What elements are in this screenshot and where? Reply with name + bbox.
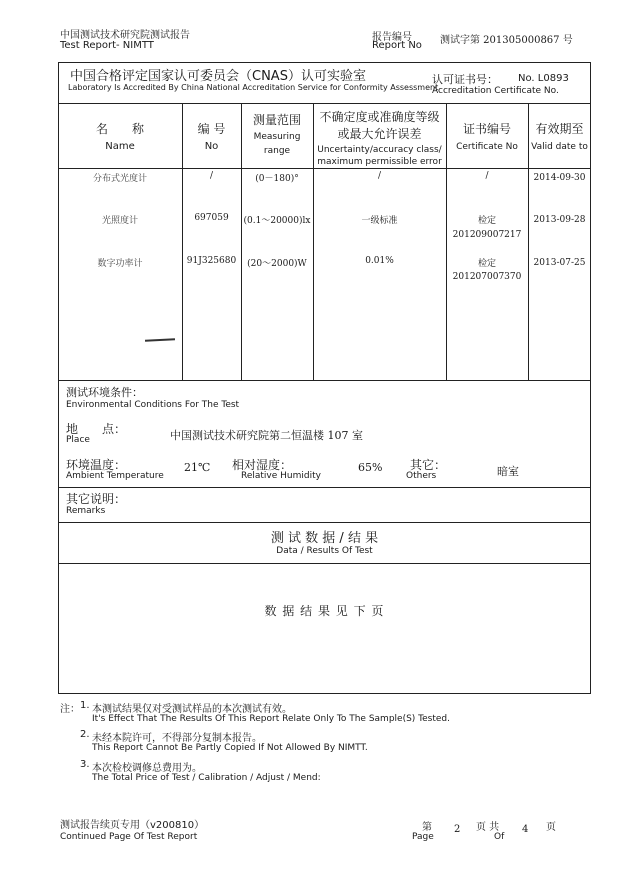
col-header-name: 名 称 Name — [95, 122, 144, 152]
humidity-value: 65% — [358, 461, 383, 474]
table-cell-uncertainty: / — [377, 171, 382, 181]
report-no-label-cn: 报告编号 — [372, 32, 412, 43]
of-label-en: Of — [494, 832, 505, 842]
remarks-label-en: Remarks — [66, 506, 106, 516]
table-cell-cert-no: 201207007370 — [452, 272, 522, 282]
note-text-en: The Total Price of Test / Calibration / Adjust / Mend: — [92, 773, 321, 783]
table-cell-no: 91J325680 — [186, 256, 237, 266]
results-title-cn: 测 试 数 据 / 结 果 — [270, 531, 379, 546]
of-label-cn: 页 共 — [476, 822, 500, 833]
rule — [58, 563, 591, 564]
note-text-cn: 本次检校调修总费用为。 — [92, 763, 202, 774]
page-label-en: Page — [412, 832, 434, 842]
remarks-label-cn: 其它说明： — [66, 492, 127, 506]
report-no-value: 测试字第 201305000867 号 — [440, 35, 573, 46]
col-header-range: 测量范围 Measuring range — [252, 113, 301, 156]
table-cell-valid: 2013-07-25 — [533, 258, 586, 268]
continued-page-cn: 测试报告续页专用（v200810） — [60, 820, 205, 831]
humidity-label-cn: 相对湿度： — [232, 458, 293, 472]
table-cell-valid: 2014-09-30 — [533, 173, 586, 183]
lab-title-en: Laboratory Is Accredited By China National Accreditation Service for Conformity Assessment — [68, 83, 439, 92]
col-header-cert: 证书编号 Certificate No — [456, 122, 518, 152]
others-value: 暗室 — [497, 465, 519, 478]
col-header-valid: 有效期至 Valid date to — [531, 122, 588, 152]
total-pages: 4 — [522, 824, 529, 835]
temp-label-cn: 环境温度： — [66, 458, 127, 472]
cert-label-cn: 认可证书号： — [432, 73, 498, 86]
results-title-en: Data / Results Of Test — [276, 546, 373, 556]
pages-label: 页 — [546, 822, 556, 833]
note-number: 2. — [80, 729, 90, 740]
note-text-cn: 未经本院许可，不得部分复制本报告。 — [92, 733, 262, 744]
humidity-label-en: Relative Humidity — [241, 471, 321, 481]
table-cell-uncertainty: 0.01% — [365, 256, 394, 266]
note-text-en: This Report Cannot Be Partly Copied If Not Allowed By NIMTT. — [92, 743, 368, 753]
env-label-en: Environmental Conditions For The Test — [66, 400, 240, 410]
note-number: 1. — [80, 700, 90, 711]
others-label-cn: 其它： — [410, 458, 447, 472]
table-cell-cert: / — [485, 171, 489, 181]
page-label-cn: 第 — [422, 822, 432, 833]
table-cell-cert: 检定 — [477, 216, 496, 226]
table-cell-range: (0.1～20000)lx — [243, 216, 311, 226]
table-cell-no: / — [209, 171, 214, 181]
table-cell-cert: 检定 — [477, 259, 496, 269]
lab-title-cn: 中国合格评定国家认可委员会（CNAS）认可实验室 — [70, 69, 366, 84]
env-label-cn: 测试环境条件： — [66, 386, 143, 399]
table-cell-range: (0－180)° — [255, 174, 299, 184]
notes-prefix: 注： — [60, 704, 80, 715]
continued-page-en: Continued Page Of Test Report — [60, 832, 198, 842]
temp-label-en: Ambient Temperature — [66, 471, 164, 481]
temp-value: 21℃ — [184, 461, 211, 474]
place-label-cn: 地 点： — [66, 422, 127, 436]
rule — [58, 487, 591, 488]
table-cell-cert-no: 201209007217 — [452, 230, 522, 240]
table-cell-valid: 2013-09-28 — [533, 215, 586, 225]
table-cell-uncertainty: 一级标准 — [361, 216, 398, 226]
col-header-no: 编 号 No — [197, 122, 226, 152]
rule — [58, 103, 591, 104]
org-name-en: Test Report- NIMTT — [60, 40, 154, 51]
cert-label-en: Accreditation Certificate No. — [432, 86, 559, 96]
place-label-en: Place — [66, 435, 90, 445]
page-number: 2 — [454, 824, 461, 835]
rule — [58, 168, 591, 169]
table-cell-name: 分布式光度计 — [92, 174, 147, 184]
cert-value: No. L0893 — [518, 73, 569, 84]
table-cell-no: 697059 — [194, 213, 229, 223]
report-no-label-en: Report No — [372, 40, 422, 51]
table-cell-name: 数字功率计 — [97, 259, 143, 269]
col-header-uncertainty: 不确定度或准确度等级 或最大允许误差 Uncertainty/accuracy class/ maximum permissible error — [317, 110, 442, 167]
rule — [58, 522, 591, 523]
rule — [58, 380, 591, 381]
table-cell-range: (20～2000)W — [247, 259, 307, 269]
table-cell-name: 光照度计 — [101, 216, 138, 226]
note-number: 3. — [80, 759, 90, 770]
note-text-cn: 本测试结果仅对受测试样品的本次测试有效。 — [92, 704, 292, 715]
others-label-en: Others — [406, 471, 437, 481]
results-body: 数 据 结 果 见 下 页 — [264, 604, 385, 618]
org-name-cn: 中国测试技术研究院测试报告 — [60, 30, 190, 41]
place-value: 中国测试技术研究院第二恒温楼 107 室 — [170, 429, 363, 442]
note-text-en: It's Effect That The Results Of This Report Relate Only To The Sample(S) Tested. — [92, 714, 451, 724]
